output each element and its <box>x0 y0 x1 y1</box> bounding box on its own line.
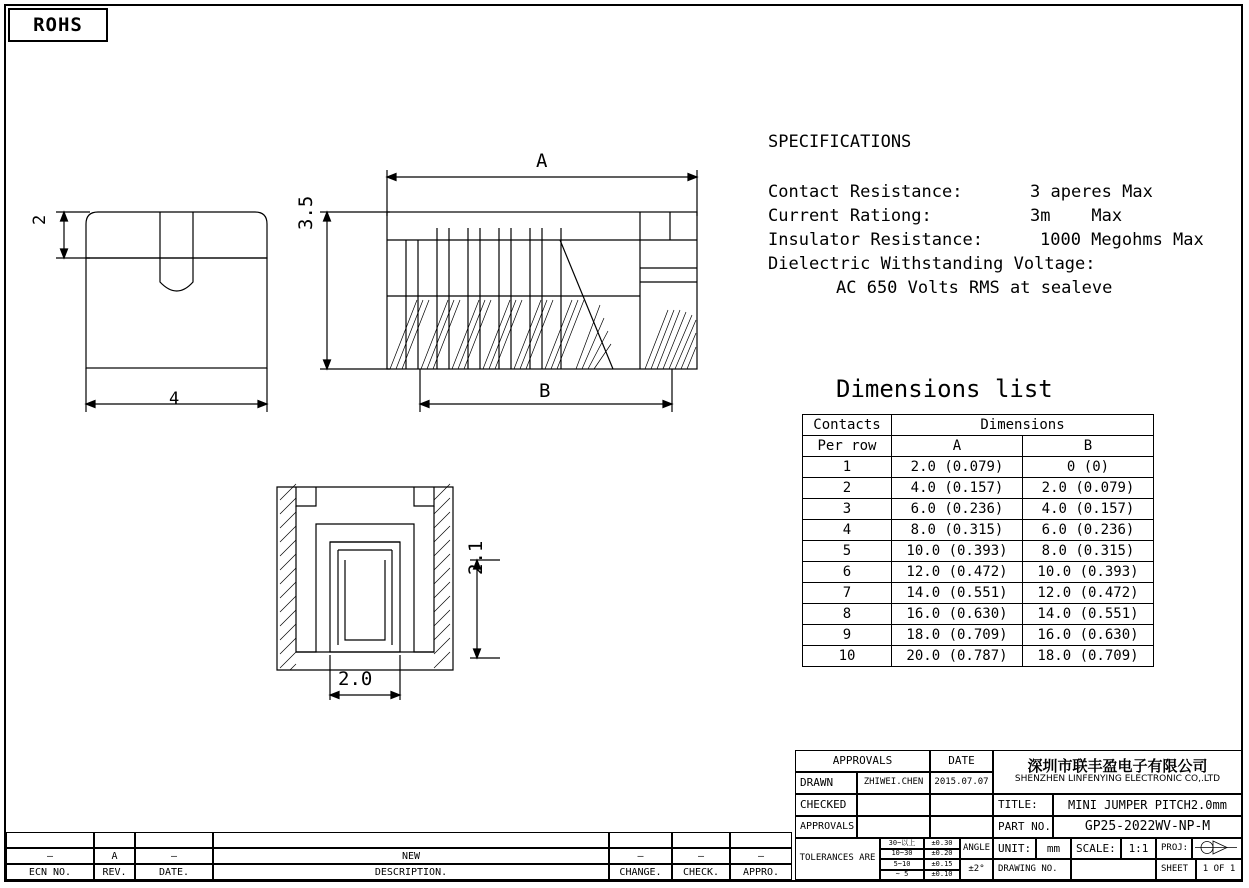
projection-symbol-icon <box>1192 838 1242 859</box>
cell-b: 2.0 (0.079) <box>1023 478 1154 499</box>
cell-contacts: 4 <box>803 520 892 541</box>
title-value: MINI JUMPER PITCH2.0mm <box>1053 794 1242 816</box>
tolerance-range-2: 5~10 <box>880 859 924 870</box>
cell-contacts: 9 <box>803 625 892 646</box>
scale-value: 1:1 <box>1121 838 1156 859</box>
angle-value: ±2° <box>960 859 993 880</box>
spec-value-1: 3m Max <box>1030 206 1123 226</box>
cell-contacts: 8 <box>803 604 892 625</box>
cell-b: 0 (0) <box>1023 457 1154 478</box>
rev-header-description: DESCRIPTION. <box>213 864 609 880</box>
dimensions-table <box>802 414 1154 667</box>
table-row <box>803 625 1154 646</box>
tolerance-range-3: ~ 5 <box>880 870 924 881</box>
tolerance-value-0: ±0.30 <box>924 838 960 849</box>
dim-section-width: 2.0 <box>338 668 373 690</box>
title-label: TITLE: <box>993 794 1053 816</box>
sheet-label: SHEET <box>1156 859 1196 880</box>
dim-side-height: 3.5 <box>295 195 317 230</box>
rev-row-ecn: — <box>6 848 94 864</box>
table-row <box>803 457 1154 478</box>
rev-header-ecn: ECN NO. <box>6 864 94 880</box>
approvals-header: APPROVALS <box>795 750 930 772</box>
checked-value <box>857 794 930 816</box>
part-no-value: GP25-2022WV-NP-M <box>1053 816 1242 838</box>
date-header: DATE <box>930 750 993 772</box>
tolerance-value-2: ±0.15 <box>924 859 960 870</box>
table-row <box>803 520 1154 541</box>
approvals-value <box>857 816 930 838</box>
first-angle-projection-icon <box>1193 839 1239 856</box>
tolerance-value-1: ±0.20 <box>924 849 960 860</box>
dim-front-height: 2 <box>30 214 50 225</box>
spec-value-4: AC 650 Volts RMS at sealeve <box>836 278 1113 298</box>
rev-row-appro: — <box>730 848 792 864</box>
rev-header-appro: APPRO. <box>730 864 792 880</box>
angle-label: ANGLE <box>960 838 993 859</box>
title-block <box>795 750 1242 880</box>
revision-block <box>6 832 792 880</box>
cell-b: 6.0 (0.236) <box>1023 520 1154 541</box>
sheet-value: 1 OF 1 <box>1196 859 1242 880</box>
cell-a: 2.0 (0.079) <box>892 457 1023 478</box>
rev-blank-3 <box>213 832 609 848</box>
cell-a: 12.0 (0.472) <box>892 562 1023 583</box>
rev-header-change: CHANGE. <box>609 864 672 880</box>
spec-label-1: Current Rationg: <box>768 206 932 226</box>
rev-row-date: — <box>135 848 213 864</box>
cell-contacts: 6 <box>803 562 892 583</box>
table-header-row-2 <box>803 436 1154 457</box>
rev-blank-4 <box>609 832 672 848</box>
table-row <box>803 583 1154 604</box>
dim-label-b: B <box>539 380 551 402</box>
cell-contacts: 10 <box>803 646 892 667</box>
drawn-label: DRAWN <box>795 772 857 794</box>
table-row <box>803 541 1154 562</box>
dimensions-list-title: Dimensions list <box>836 375 1053 403</box>
drawn-name: ZHIWEI.CHEN <box>857 772 930 794</box>
rev-blank-6 <box>730 832 792 848</box>
rev-row-description: NEW <box>213 848 609 864</box>
company-name-cn: 深圳市联丰盈电子有限公司 <box>1027 757 1208 776</box>
cell-a: 8.0 (0.315) <box>892 520 1023 541</box>
table-row <box>803 562 1154 583</box>
dim-label-a: A <box>536 150 548 172</box>
header-col-a: A <box>892 436 1023 457</box>
table-row <box>803 478 1154 499</box>
cell-a: 4.0 (0.157) <box>892 478 1023 499</box>
header-col-b: B <box>1023 436 1154 457</box>
company-name-en: SHENZHEN LINFENYING ELECTRONIC CO,.LTD <box>1014 774 1221 785</box>
cell-b: 4.0 (0.157) <box>1023 499 1154 520</box>
cell-contacts: 1 <box>803 457 892 478</box>
proj-label: PROJ: <box>1156 838 1192 859</box>
header-contacts-1: Contacts <box>803 415 892 436</box>
rohs-badge: ROHS <box>8 8 108 42</box>
cell-b: 12.0 (0.472) <box>1023 583 1154 604</box>
cell-a: 20.0 (0.787) <box>892 646 1023 667</box>
rev-blank-1 <box>94 832 135 848</box>
cell-b: 14.0 (0.551) <box>1023 604 1154 625</box>
table-row <box>803 499 1154 520</box>
company-name-block <box>993 750 1242 794</box>
dim-section-height: 2.1 <box>465 540 487 575</box>
drawing-no-label: DRAWING NO. <box>993 859 1071 880</box>
cell-b: 16.0 (0.630) <box>1023 625 1154 646</box>
table-row <box>803 646 1154 667</box>
checked-label: CHECKED <box>795 794 857 816</box>
rev-blank-2 <box>135 832 213 848</box>
tolerance-range-0: 30~以上 <box>880 838 924 849</box>
rev-header-date: DATE. <box>135 864 213 880</box>
rev-row-change: — <box>609 848 672 864</box>
spec-label-2: Insulator Resistance: <box>768 230 983 250</box>
cell-b: 8.0 (0.315) <box>1023 541 1154 562</box>
tolerance-range-1: 10~30 <box>880 849 924 860</box>
cell-a: 10.0 (0.393) <box>892 541 1023 562</box>
rev-header-rev: REV. <box>94 864 135 880</box>
scale-label: SCALE: <box>1071 838 1121 859</box>
spec-value-0: 3 aperes Max <box>1030 182 1153 202</box>
rev-blank-5 <box>672 832 730 848</box>
spec-value-2: 1000 Megohms Max <box>1040 230 1204 250</box>
rev-blank-0 <box>6 832 94 848</box>
part-no-label: PART NO. <box>993 816 1053 838</box>
checked-date <box>930 794 993 816</box>
unit-label: UNIT: <box>993 838 1036 859</box>
dim-front-width: 4 <box>169 389 180 409</box>
spec-label-3: Dielectric Withstanding Voltage: <box>768 254 1096 274</box>
approvals-label: APPROVALS <box>795 816 857 838</box>
cell-a: 16.0 (0.630) <box>892 604 1023 625</box>
drawing-no-value <box>1071 859 1156 880</box>
cell-a: 6.0 (0.236) <box>892 499 1023 520</box>
header-contacts-2: Per row <box>803 436 892 457</box>
tolerances-label: TOLERANCES ARE <box>795 838 880 880</box>
specifications-title: SPECIFICATIONS <box>768 132 912 152</box>
cell-a: 18.0 (0.709) <box>892 625 1023 646</box>
table-header-row-1 <box>803 415 1154 436</box>
tolerance-value-3: ±0.10 <box>924 870 960 881</box>
unit-value: mm <box>1036 838 1071 859</box>
approvals-date <box>930 816 993 838</box>
table-row <box>803 604 1154 625</box>
cell-a: 14.0 (0.551) <box>892 583 1023 604</box>
rev-row-rev: A <box>94 848 135 864</box>
drawn-date: 2015.07.07 <box>930 772 993 794</box>
rev-row-check: — <box>672 848 730 864</box>
cell-contacts: 7 <box>803 583 892 604</box>
cell-contacts: 2 <box>803 478 892 499</box>
spec-label-0: Contact Resistance: <box>768 182 963 202</box>
header-dimensions: Dimensions <box>892 415 1154 436</box>
cell-contacts: 5 <box>803 541 892 562</box>
cell-b: 10.0 (0.393) <box>1023 562 1154 583</box>
cell-b: 18.0 (0.709) <box>1023 646 1154 667</box>
rev-header-check: CHECK. <box>672 864 730 880</box>
cell-contacts: 3 <box>803 499 892 520</box>
